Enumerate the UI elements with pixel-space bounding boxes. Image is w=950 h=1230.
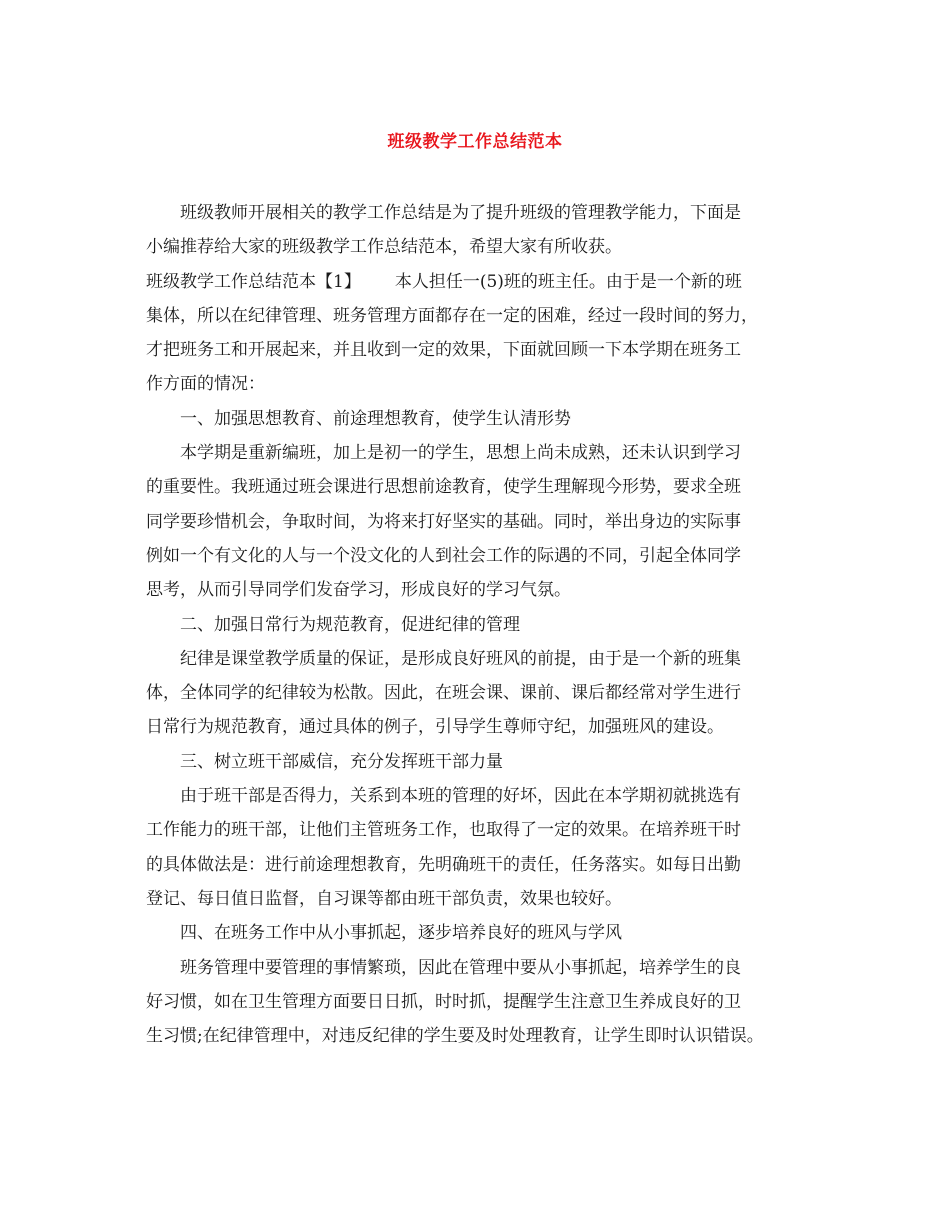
section-heading-3: 三、树立班干部威信，充分发挥班干部力量 bbox=[180, 751, 503, 772]
paragraph-line: 工作能力的班干部，让他们主管班务工作，也取得了一定的效果。在培养班干时 bbox=[146, 820, 741, 841]
paragraph-line: 纪律是课堂教学质量的保证，是形成良好班风的前提，由于是一个新的班集 bbox=[180, 648, 741, 669]
paragraph-line: 登记、每日值日监督，自习课等都由班干部负责，效果也较好。 bbox=[146, 888, 622, 909]
paragraph-line: 的重要性。我班通过班会课进行思想前途教育，使学生理解现今形势，要求全班 bbox=[146, 477, 741, 498]
sample-heading: 班级教学工作总结范本【1】 bbox=[146, 271, 361, 292]
section-heading-1: 一、加强思想教育、前途理想教育，使学生认清形势 bbox=[180, 408, 571, 429]
paragraph-line: 例如一个有文化的人与一个没文化的人到社会工作的际遇的不同，引起全体同学 bbox=[146, 545, 741, 566]
paragraph-line: 才把班务工和开展起来，并且收到一定的效果，下面就回顾一下本学期在班务工 bbox=[146, 340, 741, 361]
paragraph-line: 由于班干部是否得力，关系到本班的管理的好坏，因此在本学期初就挑选有 bbox=[180, 786, 741, 807]
paragraph-line: 生习惯;在纪律管理中，对违反纪律的学生要及时处理教育，让学生即时认识错误。 bbox=[146, 1026, 764, 1047]
paragraph-line: 班务管理中要管理的事情繁琐，因此在管理中要从小事抓起，培养学生的良 bbox=[180, 957, 741, 978]
paragraph-line: 同学要珍惜机会，争取时间，为将来打好坚实的基础。同时，举出身边的实际事 bbox=[146, 511, 741, 532]
paragraph-line: 的具体做法是：进行前途理想教育，先明确班干的责任，任务落实。如每日出勤 bbox=[146, 854, 741, 875]
section-heading-4: 四、在班务工作中从小事抓起，逐步培养良好的班风与学风 bbox=[180, 923, 622, 944]
paragraph-line: 体，全体同学的纪律较为松散。因此，在班会课、课前、课后都经常对学生进行 bbox=[146, 683, 741, 704]
paragraph-line-with-heading bbox=[146, 265, 826, 299]
section-heading-2: 二、加强日常行为规范教育，促进纪律的管理 bbox=[180, 614, 520, 635]
document-title: 班级教学工作总结范本 bbox=[387, 132, 563, 152]
paragraph-line: 作方面的情况： bbox=[146, 374, 265, 395]
document-body bbox=[146, 196, 826, 1053]
paragraph-line: 思考，从而引导同学们发奋学习，形成良好的学习气氛。 bbox=[146, 580, 571, 601]
paragraph-line: 集体，所以在纪律管理、班务管理方面都存在一定的困难，经过一段时间的努力， bbox=[146, 305, 758, 326]
paragraph-line: 小编推荐给大家的班级教学工作总结范本，希望大家有所收获。 bbox=[146, 237, 622, 258]
paragraph-text: 本人担任一(5)班的班主任。由于是一个新的班 bbox=[394, 271, 742, 292]
paragraph-line: 班级教师开展相关的教学工作总结是为了提升班级的管理教学能力，下面是 bbox=[180, 203, 741, 223]
paragraph-line: 好习惯，如在卫生管理方面要日日抓，时时抓，提醒学生注意卫生养成良好的卫 bbox=[146, 991, 741, 1012]
paragraph-line: 日常行为规范教育，通过具体的例子，引导学生尊师守纪，加强班风的建设。 bbox=[146, 717, 724, 738]
paragraph-line: 本学期是重新编班，加上是初一的学生，思想上尚未成熟，还未认识到学习 bbox=[180, 443, 741, 464]
